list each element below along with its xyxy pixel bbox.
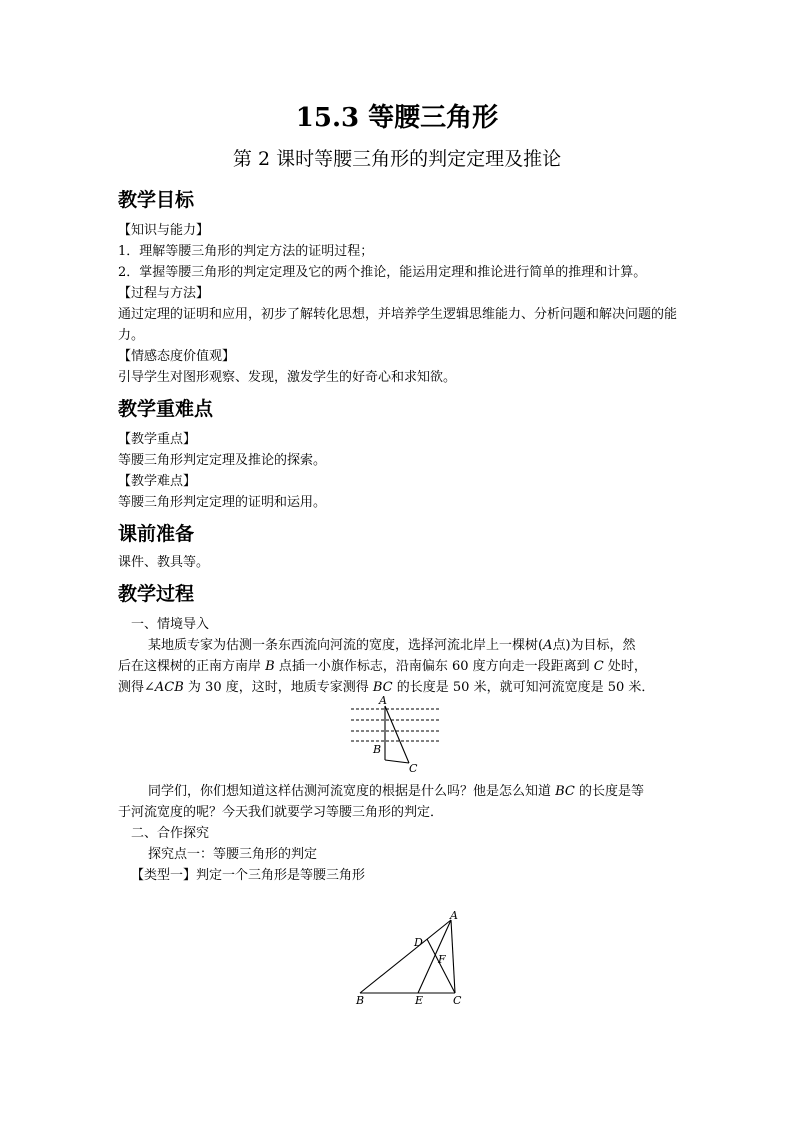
label-d: D	[414, 936, 423, 949]
type-1-heading: 【类型一】判定一个三角形是等腰三角形	[131, 868, 366, 883]
segment-ac	[385, 706, 409, 763]
method-text: 通过定理的证明和应用，初步了解转化思想，并培养学生逻辑思维能力、分析问题和解决问题的能力。	[118, 307, 678, 343]
intro-line-2: 后在这棵树的正南方南岸 B 点插一小旗作标志，沿南偏东 60 度方向走一段距离到 C 处时，	[118, 659, 647, 674]
label-b: B	[356, 994, 365, 1007]
question-line-1: 同学们，你们想知道这样估测河流宽度的根据是什么吗？他是怎么知道 BC 的长度是等	[148, 784, 645, 799]
triangle-figure	[350, 908, 470, 1006]
tag-key: 【教学重点】	[118, 432, 197, 447]
label-b: B	[373, 743, 382, 756]
tag-difficulty: 【教学难点】	[118, 474, 197, 489]
segment-dc	[427, 939, 455, 993]
segment-ac	[451, 920, 455, 993]
label-f: F	[438, 953, 446, 966]
preparation-text: 课件、教具等。	[118, 555, 210, 570]
label-a: A	[379, 694, 387, 707]
page-title: 15.3 等腰三角形	[295, 103, 499, 133]
heading-objectives: 教学目标	[118, 189, 195, 211]
label-c: C	[409, 762, 418, 775]
label-a: A	[450, 909, 458, 922]
intro-line-1: 某地质专家为估测一条东西流向河流的宽度，选择河流北岸上一棵树(A点)为目标，然	[148, 638, 636, 653]
river-figure	[345, 696, 445, 774]
segment-ea	[418, 920, 451, 993]
difficulty-text: 等腰三角形判定定理的证明和运用。	[118, 495, 327, 510]
objective-item-2: 2．掌握等腰三角形的判定定理及它的两个推论，能运用定理和推论进行简单的推理和计算。	[118, 265, 647, 280]
tag-knowledge: 【知识与能力】	[118, 223, 210, 238]
part-1-heading: 一、情境导入	[131, 617, 210, 632]
segment-bc	[385, 760, 409, 763]
intro-line-3: 测得∠ACB 为 30 度，这时，地质专家测得 BC 的长度是 50 米，就可知河流宽度是 50 米．	[118, 680, 655, 695]
explore-point-1: 探究点一：等腰三角形的判定	[148, 847, 318, 862]
heading-key-points: 教学重难点	[118, 398, 214, 420]
key-text: 等腰三角形判定定理及推论的探索。	[118, 453, 327, 468]
label-c: C	[453, 994, 462, 1007]
objective-item-1: 1．理解等腰三角形的判定方法的证明过程；	[118, 244, 374, 259]
heading-process: 教学过程	[118, 583, 195, 605]
emotion-text: 引导学生对图形观察、发现，激发学生的好奇心和求知欲。	[118, 370, 457, 385]
question-line-2: 于河流宽度的呢？今天我们就要学习等腰三角形的判定．	[118, 805, 444, 820]
part-2-heading: 二、合作探究	[131, 826, 210, 841]
heading-preparation: 课前准备	[118, 523, 195, 545]
label-e: E	[415, 994, 424, 1007]
page-subtitle: 第 2 课时等腰三角形的判定定理及推论	[232, 148, 562, 170]
tag-emotion: 【情感态度价值观】	[118, 349, 236, 364]
tag-method: 【过程与方法】	[118, 286, 210, 301]
